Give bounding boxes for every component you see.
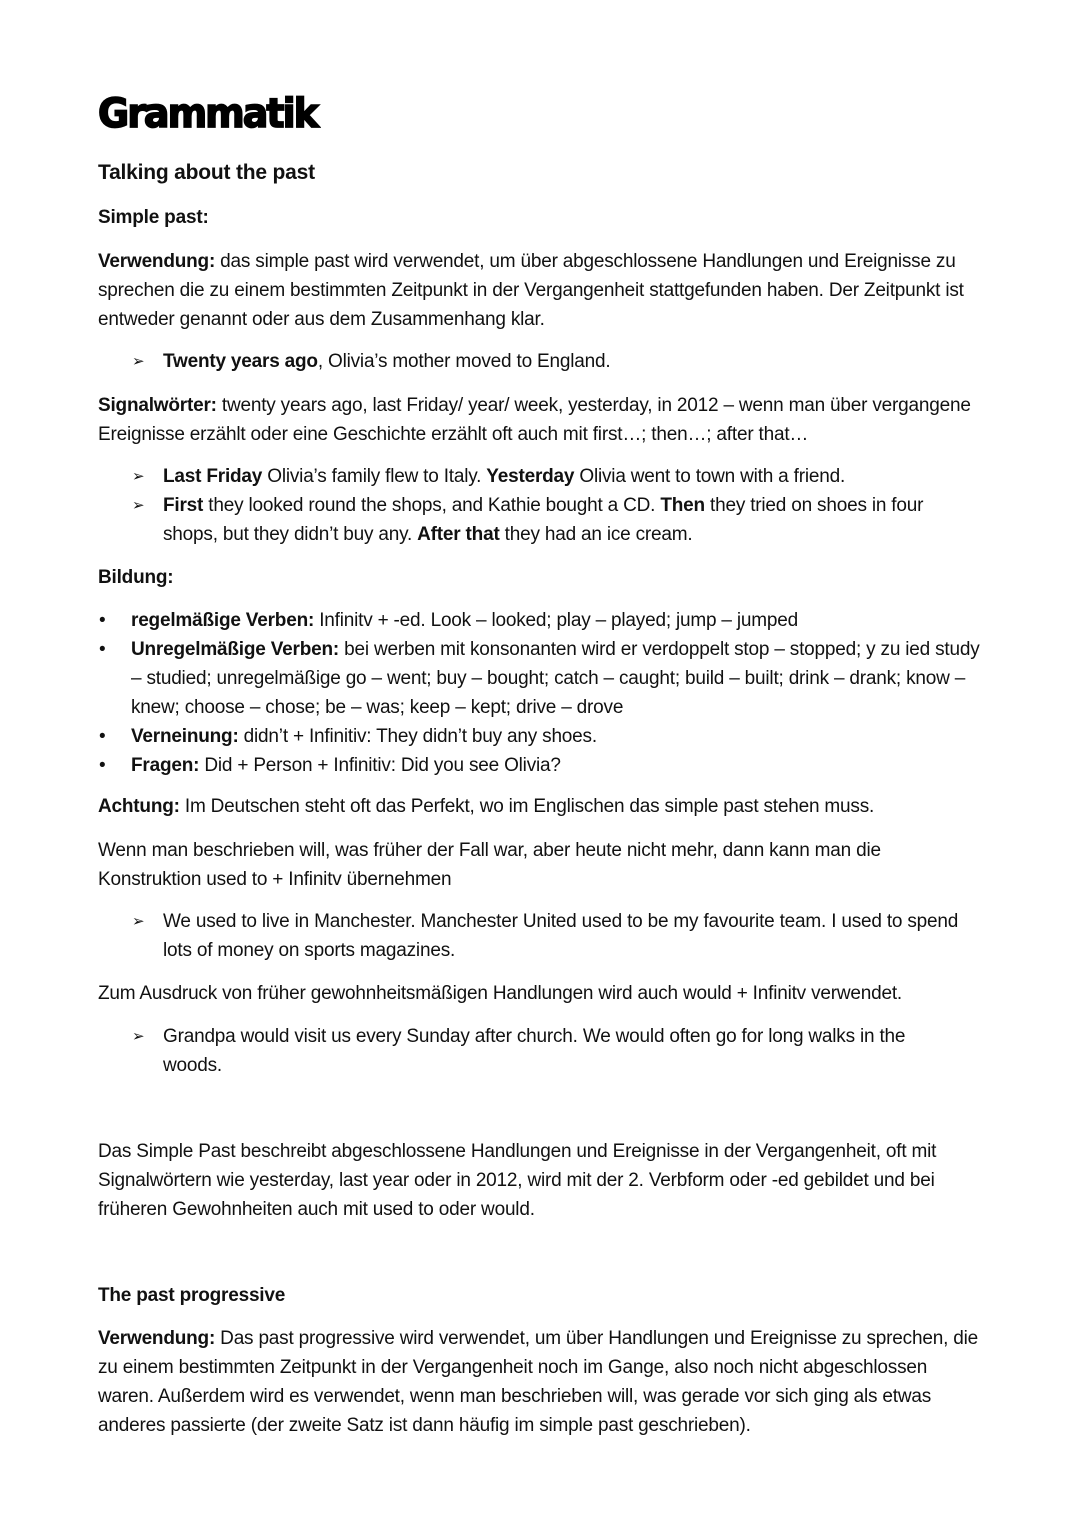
example-item: ➢ Last Friday Olivia’s family flew to Italy. Yesterday Olivia went to town with a friend. (132, 462, 962, 491)
example-item: ➢ We used to live in Manchester. Manchester United used to be my favourite team. I used to spend lots of money on sports magazines. (132, 907, 962, 965)
section-heading: Talking about the past (98, 161, 315, 184)
bildung-item: • regelmäßige Verben: Infinitv + -ed. Look – looked; play – played; jump – jumped (98, 606, 988, 635)
bullet-icon: • (99, 639, 106, 660)
bildung-item: • Unregelmäßige Verben: bei werben mit konsonanten wird er verdoppelt stop – stopped; y zu ied study – studied; unregelmäßige go – went; buy – bought; catch – caught; build – built; drink – drank; know – knew; choose – chose; be – was; keep – kept; drive – drove (98, 635, 988, 722)
simple-past-heading: Simple past: (98, 207, 209, 228)
example-list-1 (132, 347, 962, 376)
bullet-icon: • (99, 726, 106, 747)
signalwoerter (98, 391, 988, 449)
bildung-list (98, 606, 988, 780)
verwendung-text: das simple past wird verwendet, um über abgeschlossene Handlungen und Ereignisse zu sprechen die zu einem bestimmten Zeitpunkt in der Vergangenheit stattgefunden haben. Der Zeitpunkt ist entweder genannt oder aus dem Zusammenhang klar. (98, 251, 964, 330)
example-item: ➢ Grandpa would visit us every Sunday after church. We would often go for long walks in the woods. (132, 1022, 962, 1080)
example-item: ➢ First they looked round the shops, and Kathie bought a CD. Then they tried on shoes in four shops, but they didn’t buy any. After that they had an ice cream. (132, 491, 962, 549)
bullet-icon: • (99, 610, 106, 631)
verwendung-label: Verwendung: (98, 251, 216, 272)
bullet-icon: • (99, 755, 106, 776)
example-list-2 (132, 462, 962, 549)
would-intro: Zum Ausdruck von früher gewohnheitsmäßigen Handlungen wird auch would + Infinitv verwendet. (98, 983, 903, 1004)
past-progressive-heading: The past progressive (98, 1285, 286, 1306)
past-progressive-verwendung (98, 1324, 988, 1440)
simple-past-summary: Das Simple Past beschreibt abgeschlossene Handlungen und Ereignisse in der Vergangenheit, oft mit Signalwörtern wie yesterday, last year oder in 2012, wird mit der 2. Verbform oder -ed gebildet und bei früheren Gewohnheiten auch mit used to oder would. (98, 1141, 937, 1220)
achtung-label: Achtung: (98, 796, 180, 817)
arrow-bullet-icon: ➢ (132, 1028, 145, 1045)
verwendung-text: Das past progressive wird verwendet, um über Handlungen und Ereignisse zu sprechen, die zu einem bestimmten Zeitpunkt in der Vergangenheit noch im Gange, also noch nicht abgeschlossen waren. Außerdem wird es verwendet, wenn man beschrieben will, was gerade vor sich ging als etwas anderes passierte (der zweite Satz ist dann häufig im simple past geschrieben). (98, 1328, 978, 1436)
achtung-text: Im Deutschen steht oft das Perfekt, wo im Englischen das simple past stehen muss. (179, 796, 875, 817)
bildung-item: • Fragen: Did + Person + Infinitiv: Did you see Olivia? (98, 751, 988, 780)
arrow-bullet-icon: ➢ (132, 353, 145, 370)
arrow-bullet-icon: ➢ (132, 913, 145, 930)
arrow-bullet-icon: ➢ (132, 497, 145, 514)
example-item: ➢ Twenty years ago, Olivia’s mother moved to England. (132, 347, 962, 376)
page-title: Grammatik (98, 90, 317, 137)
arrow-bullet-icon: ➢ (132, 468, 145, 485)
would-example-list (132, 1022, 962, 1080)
verwendung-label: Verwendung: (98, 1328, 216, 1349)
signalwoerter-text: twenty years ago, last Friday/ year/ week, yesterday, in 2012 – wenn man über vergangene Ereignisse erzählt oder eine Geschichte erzählt oft auch mit first…; then…; after that… (98, 395, 971, 445)
achtung-note (98, 792, 988, 821)
signalwoerter-label: Signalwörter: (98, 395, 217, 416)
bildung-heading: Bildung: (98, 567, 174, 588)
simple-past-verwendung (98, 247, 988, 334)
used-to-intro: Wenn man beschrieben will, was früher der Fall war, aber heute nicht mehr, dann kann man die Konstruktion used to + Infinitv übernehmen (98, 840, 881, 890)
bildung-item: • Verneinung: didn’t + Infinitiv: They didn’t buy any shoes. (98, 722, 988, 751)
used-to-example-list (132, 907, 962, 965)
